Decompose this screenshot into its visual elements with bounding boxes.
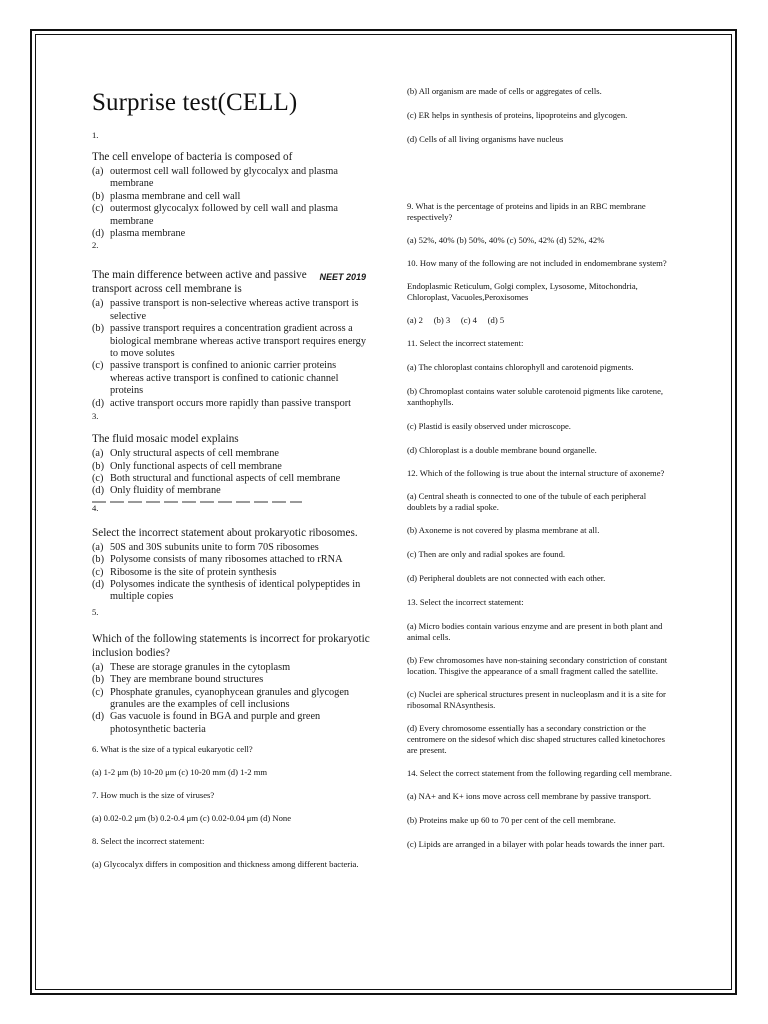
scanned-question-1 — [92, 150, 370, 240]
question-text: Select the incorrect statement about prokaryotic ribosomes. — [92, 526, 358, 539]
option: (b) passive transport requires a concentration gradient across a biological membrane whereas active transport requires energy to move solutes — [92, 323, 366, 360]
question-number: 3. — [92, 411, 99, 422]
option: (c) Ribosome is the site of protein synthesis — [92, 566, 277, 578]
question-7-options: (a) 0.02-0.2 μm (b) 0.2-0.4 μm (c) 0.02-0.04 μm (d) None — [92, 813, 292, 824]
question-12: 12. Which of the following is true about the internal structure of axoneme? — [407, 468, 665, 478]
question-14-option-a: (a) NA+ and K+ ions move across cell membrane by passive transport. — [407, 791, 652, 801]
question-10-list: Endoplasmic Reticulum, Golgi complex, Lysosome, Mitochondria, Chloroplast, Vacuoles,Peroxisomes — [407, 281, 638, 302]
question-7: 7. How much is the size of viruses? — [92, 790, 215, 801]
question-11-option-a: (a) The chloroplast contains chlorophyll and carotenoid pigments. — [407, 362, 634, 372]
scanned-question-5 — [92, 632, 370, 736]
question-number: 5. — [92, 606, 99, 617]
option: (a) Only structural aspects of cell membrane — [92, 448, 279, 460]
question-number: 4. — [92, 502, 99, 513]
question-11-option-b: (b) Chromoplast contains water soluble carotenoid pigments like carotene, xanthophylls. — [407, 386, 664, 407]
right-column — [407, 86, 677, 850]
option: (d) active transport occurs more rapidly than passive transport — [92, 397, 352, 409]
question-text: Which of the following statements is incorrect for prokaryotic inclusion bodies? — [92, 632, 370, 659]
question-10: 10. How many of the following are not included in endomembrane system? — [407, 258, 667, 268]
question-number: 1. — [92, 130, 99, 140]
option: (a) passive transport is non-selective whereas active transport is selective — [92, 298, 359, 322]
option: (c) Phosphate granules, cyanophycean granules and glycogen granules are the examples of cell inclusions — [92, 686, 350, 710]
question-12-option-c: (c) Then are only and radial spokes are found. — [407, 549, 566, 559]
option: (a) These are storage granules in the cytoplasm — [92, 661, 291, 673]
scanned-question-4 — [92, 526, 370, 604]
left-typed-questions — [92, 744, 370, 870]
question-8: 8. Select the incorrect statement: — [92, 836, 205, 847]
question-8-option-a: (a) Glycocalyx differs in composition and thickness among different bacteria. — [92, 859, 359, 870]
question-12-option-a: (a) Central sheath is connected to one of the tubule of each peripheral doublets by a radial spoke. — [407, 491, 647, 512]
question-13-option-c: (c) Nuclei are spherical structures present in nucleoplasm and it is a site for ribosomal RNAsynthesis. — [407, 689, 666, 710]
option: (d) Polysomes indicate the synthesis of identical polypeptides in multiple copies — [92, 578, 361, 603]
option: (b) Only functional aspects of cell membrane — [92, 460, 282, 472]
question-8-option-b: (b) All organism are made of cells or aggregates of cells. — [407, 86, 602, 96]
question-6-options: (a) 1-2 μm (b) 10-20 μm (c) 10-20 mm (d) 1-2 mm — [92, 767, 268, 778]
page-title: Surprise test(CELL) — [92, 89, 298, 116]
question-10-options: (a) 2 (b) 3 (c) 4 (d) 5 — [407, 315, 505, 325]
option: (d) Gas vacuole is found in BGA and purple and green photosynthetic bacteria — [92, 711, 321, 735]
option: (b) They are membrane bound structures — [92, 674, 264, 686]
question-14-option-c: (c) Lipids are arranged in a bilayer with polar heads towards the inner part. — [407, 839, 665, 849]
option: (c) outermost glycocalyx followed by cell wall and plasma membrane — [92, 203, 338, 227]
question-text: NEET 2019 The main difference between active and passive transport across cell membrane is — [92, 269, 366, 296]
question-13-option-a: (a) Micro bodies contain various enzyme and are present in both plant and animal cells. — [407, 621, 663, 642]
option: (a) 50S and 30S subunits unite to form 70S ribosomes — [92, 541, 319, 553]
question-11-option-d: (d) Chloroplast is a double membrane bound organelle. — [407, 445, 597, 455]
question-12-option-d: (d) Peripheral doublets are not connected with each other. — [407, 573, 606, 583]
question-text: The fluid mosaic model explains — [92, 433, 239, 446]
option: (c) Both structural and functional aspects of cell membrane — [92, 472, 341, 484]
question-14-option-b: (b) Proteins make up 60 to 70 per cent of the cell membrane. — [407, 815, 616, 825]
question-9: 9. What is the percentage of proteins and lipids in an RBC membrane respectively? — [407, 201, 646, 222]
question-13: 13. Select the incorrect statement: — [407, 597, 524, 607]
question-8-option-c: (c) ER helps in synthesis of proteins, lipoproteins and glycogen. — [407, 110, 628, 120]
option: (b) plasma membrane and cell wall — [92, 190, 241, 202]
question-13-option-b: (b) Few chromosomes have non-staining secondary constriction of constant location. Thisgive the appearance of a small fragment called the satellite. — [407, 655, 668, 676]
option: (b) Polysome consists of many ribosomes attached to rRNA — [92, 554, 343, 566]
question-13-option-d: (d) Every chromosome essentially has a secondary constriction or the centromere on the sidesof which disc shaped structures called kinetochores are present. — [407, 723, 665, 755]
option: (d) Only fluidity of membrane — [92, 485, 221, 497]
left-column — [92, 86, 370, 870]
option: (d) plasma membrane — [92, 228, 186, 240]
scanned-question-2 — [92, 268, 370, 410]
question-6: 6. What is the size of a typical eukaryotic cell? — [92, 744, 253, 755]
question-8-option-d: (d) Cells of all living organisms have nucleus — [407, 134, 564, 144]
exam-tag: NEET 2019 — [319, 272, 366, 283]
question-11-option-c: (c) Plastid is easily observed under microscope. — [407, 421, 571, 431]
question-number: 2. — [92, 240, 99, 251]
scanned-question-3 — [92, 432, 370, 503]
question-14: 14. Select the correct statement from the following regarding cell membrane. — [407, 768, 672, 778]
question-9-options: (a) 52%, 40% (b) 50%, 40% (c) 50%, 42% (d) 52%, 42% — [407, 235, 605, 245]
option: (a) outermost cell wall followed by glycocalyx and plasma membrane — [92, 166, 338, 190]
question-11: 11. Select the incorrect statement: — [407, 338, 524, 348]
question-12-option-b: (b) Axoneme is not covered by plasma membrane at all. — [407, 525, 600, 535]
option: (c) passive transport is confined to anionic carrier proteins whereas active transport is confined to cationic channel proteins — [92, 360, 339, 397]
question-text: The cell envelope of bacteria is composed of — [92, 151, 293, 163]
